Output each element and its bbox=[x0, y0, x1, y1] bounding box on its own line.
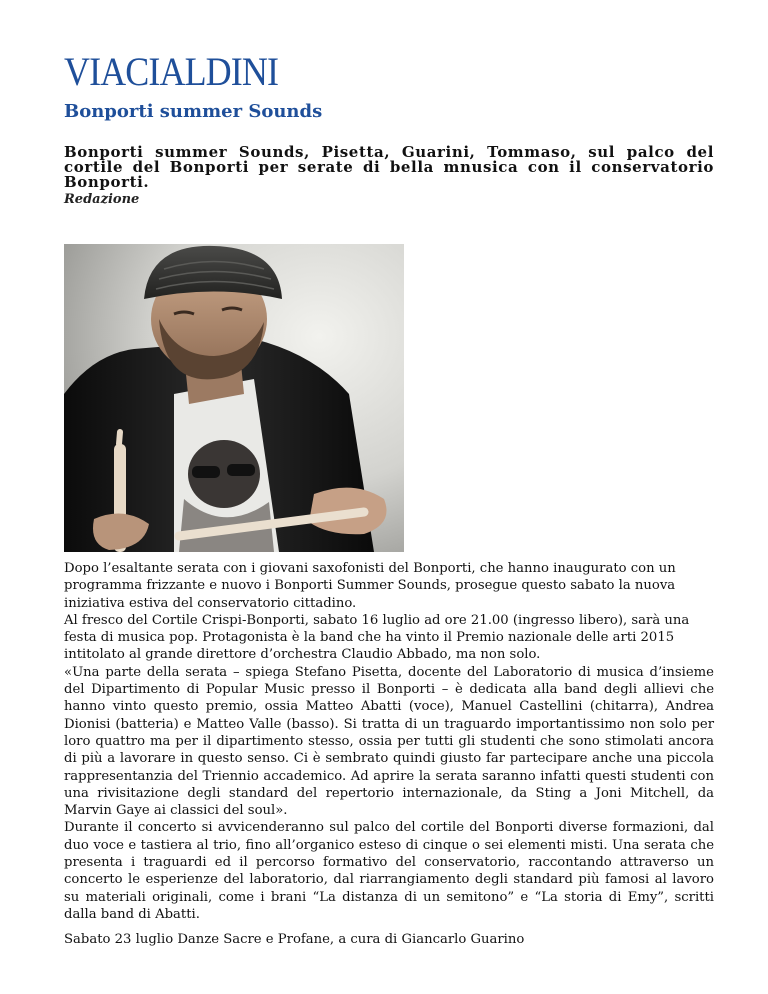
article-author: Redazione bbox=[64, 192, 140, 207]
article-photo bbox=[64, 244, 404, 552]
photo-drummer-icon bbox=[64, 244, 404, 552]
site-logo[interactable]: VIACIALDINI bbox=[64, 49, 279, 94]
article-body bbox=[64, 560, 714, 949]
article-paragraph-3: «Una parte della serata – spiega Stefano Pisetta, docente del Laboratorio di musica d’insieme del Dipartimento di Popular Music presso il Bonporti – è dedicata alla band degli allievi che hanno vinto questo premio, ossia Matteo Abatti (voce), Manuel Castellini (chitarra), Andrea Dionisi (batteria) e Matteo Valle (basso). Si tratta di un traguardo importantissimo non solo per loro quattro ma per il dipartimento stesso, ossia per tutti gli studenti che sono stimolati ancora di più a lavorare in questo senso. Ci è sembrato quindi giusto far partecipare anche una piccola rappresentanzia del Triennio accademico. Ad aprire la serata saranno infatti questi studenti con una rivisitazione degli standard del repertorio internazionale, da Sting a Joni Mitchell, da Marvin Gaye ai classici del soul». bbox=[64, 664, 714, 819]
section-title: Bonporti summer Sounds bbox=[64, 101, 323, 122]
article-paragraph-4: Durante il concerto si avvicenderanno sul palco del cortile del Bonporti diverse formazioni, dal duo voce e tastiera al trio, fino all’organico esteso di cinque o sei elementi misti. Una serata che presenta i traguardi ed il percorso formativo del conservatorio, raccontando attraverso un concerto le esperienze del laboratorio, dal riarrangiamento degli standard più famosi al lavoro su materiali originali, come i brani “La distanza di un semitono” e “La storia di Emy”, scritti dalla band di Abatti. bbox=[64, 820, 714, 922]
article-paragraph-1: Dopo l’esaltante serata con i giovani saxofonisti del Bonporti, che hanno inaugurato con un programma frizzante e nuovo i Bonporti Summer Sounds, prosegue questo sabato la nuova iniziativa estiva del conservatorio cittadino. bbox=[64, 561, 676, 611]
article-paragraph-2: Al fresco del Cortile Crispi-Bonporti, sabato 16 luglio ad ore 21.00 (ingresso libero), sarà una festa di musica pop. Protagonista è la band che ha vinto il Premio nazionale delle arti 2015 intitolato al grande direttore d’orchestra Claudio Abbado, ma non solo. bbox=[64, 612, 690, 663]
article-closing-line: Sabato 23 luglio Danze Sacre e Profane, a cura di Giancarlo Guarino bbox=[64, 932, 525, 948]
article-headline: Bonporti summer Sounds, Pisetta, Guarini, Tommaso, sul palco del cortile del Bonporti per serate di bella mnusica con il conservatorio Bonporti. bbox=[64, 143, 714, 191]
